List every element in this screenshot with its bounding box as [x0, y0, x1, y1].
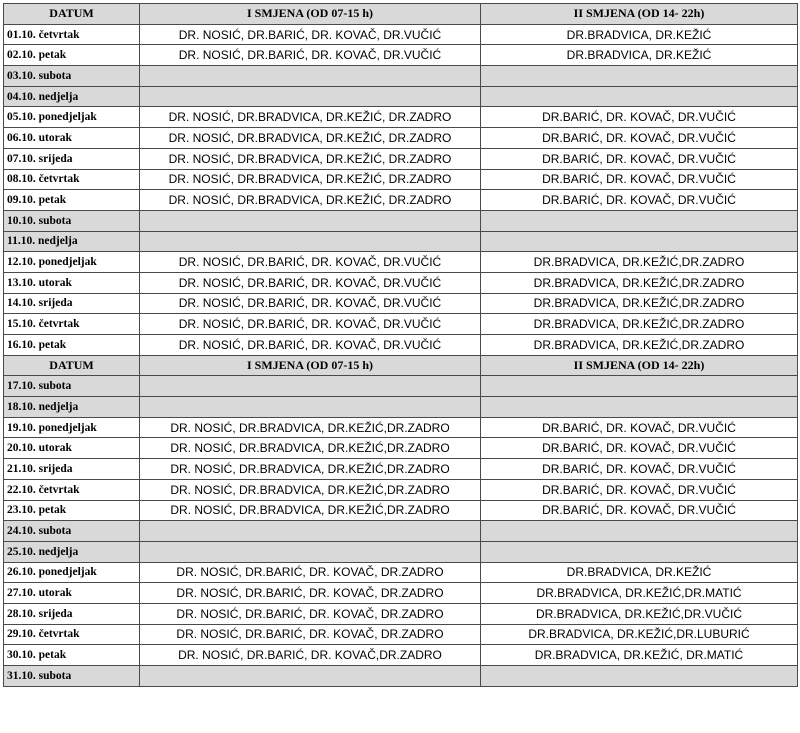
shift1-cell: DR. NOSIĆ, DR.BARIĆ, DR. KOVAČ, DR.VUČIĆ: [140, 252, 481, 273]
table-row: [4, 541, 798, 562]
table-row: [4, 86, 798, 107]
shift2-cell: [481, 66, 798, 87]
date-cell: 03.10. subota: [4, 66, 140, 87]
table-row: [4, 562, 798, 583]
shift1-cell: [140, 86, 481, 107]
date-cell: 22.10. četvrtak: [4, 479, 140, 500]
shift1-cell: [140, 376, 481, 397]
shift2-cell: DR.BARIĆ, DR. KOVAČ, DR.VUČIĆ: [481, 479, 798, 500]
date-cell: 06.10. utorak: [4, 128, 140, 149]
shift2-cell: DR.BRADVICA, DR.KEŽIĆ,DR.MATIĆ: [481, 583, 798, 604]
table-row: [4, 107, 798, 128]
date-cell: 02.10. petak: [4, 45, 140, 66]
shift1-cell: [140, 541, 481, 562]
date-cell: 16.10. petak: [4, 335, 140, 356]
date-cell: 08.10. četvrtak: [4, 169, 140, 190]
table-row: [4, 314, 798, 335]
shift2-cell: DR.BRADVICA, DR.KEŽIĆ: [481, 45, 798, 66]
shift2-cell: DR.BRADVICA, DR.KEŽIĆ, DR.MATIĆ: [481, 645, 798, 666]
shift1-cell: DR. NOSIĆ, DR.BARIĆ, DR. KOVAČ, DR.ZADRO: [140, 562, 481, 583]
table-row: [4, 417, 798, 438]
table-row: [4, 583, 798, 604]
schedule-body: [4, 24, 798, 686]
shift2-cell: DR.BARIĆ, DR. KOVAČ, DR.VUČIĆ: [481, 128, 798, 149]
shift2-cell: [481, 666, 798, 687]
shift2-cell: DR.BRADVICA, DR.KEŽIĆ: [481, 562, 798, 583]
date-cell: 09.10. petak: [4, 190, 140, 211]
shift2-cell: DR.BRADVICA, DR.KEŽIĆ,DR.ZADRO: [481, 335, 798, 356]
shift1-cell: DR. NOSIĆ, DR.BARIĆ, DR. KOVAČ, DR.ZADRO: [140, 583, 481, 604]
shift1-cell: DR. NOSIĆ, DR.BARIĆ, DR. KOVAČ, DR.VUČIĆ: [140, 335, 481, 356]
date-cell: 18.10. nedjelja: [4, 397, 140, 418]
shift2-column-header: II SMJENA (OD 14- 22h): [481, 4, 798, 25]
date-cell: 24.10. subota: [4, 521, 140, 542]
shift2-cell: [481, 397, 798, 418]
shift2-column-header: II SMJENA (OD 14- 22h): [481, 355, 798, 376]
date-cell: 19.10. ponedjeljak: [4, 417, 140, 438]
shift1-cell: DR. NOSIĆ, DR.BRADVICA, DR.KEŽIĆ, DR.ZADRO: [140, 190, 481, 211]
shift1-cell: DR. NOSIĆ, DR.BRADVICA, DR.KEŽIĆ, DR.ZADRO: [140, 169, 481, 190]
shift2-cell: [481, 521, 798, 542]
date-cell: 11.10. nedjelja: [4, 231, 140, 252]
shift1-cell: DR. NOSIĆ, DR.BRADVICA, DR.KEŽIĆ,DR.ZADRO: [140, 459, 481, 480]
table-row: [4, 210, 798, 231]
date-cell: 05.10. ponedjeljak: [4, 107, 140, 128]
shift2-cell: [481, 210, 798, 231]
shift1-cell: DR. NOSIĆ, DR.BARIĆ, DR. KOVAČ,DR.ZADRO: [140, 645, 481, 666]
shift1-cell: DR. NOSIĆ, DR.BRADVICA, DR.KEŽIĆ, DR.ZADRO: [140, 148, 481, 169]
shift2-cell: DR.BRADVICA, DR.KEŽIĆ: [481, 24, 798, 45]
date-cell: 13.10. utorak: [4, 272, 140, 293]
date-cell: 01.10. četvrtak: [4, 24, 140, 45]
date-cell: 10.10. subota: [4, 210, 140, 231]
shift2-cell: DR.BARIĆ, DR. KOVAČ, DR.VUČIĆ: [481, 107, 798, 128]
date-cell: 15.10. četvrtak: [4, 314, 140, 335]
table-row: [4, 169, 798, 190]
table-row: [4, 24, 798, 45]
date-cell: 07.10. srijeda: [4, 148, 140, 169]
shift1-cell: DR. NOSIĆ, DR.BRADVICA, DR.KEŽIĆ, DR.ZADRO: [140, 107, 481, 128]
date-cell: 26.10. ponedjeljak: [4, 562, 140, 583]
shift1-cell: [140, 666, 481, 687]
table-row: [4, 335, 798, 356]
shift2-cell: DR.BRADVICA, DR.KEŽIĆ,DR.ZADRO: [481, 272, 798, 293]
table-row: [4, 603, 798, 624]
table-row: [4, 231, 798, 252]
table-row: [4, 624, 798, 645]
date-column-header: DATUM: [4, 355, 140, 376]
shift1-cell: DR. NOSIĆ, DR.BARIĆ, DR. KOVAČ, DR.ZADRO: [140, 603, 481, 624]
shift1-column-header: I SMJENA (OD 07-15 h): [140, 355, 481, 376]
date-cell: 23.10. petak: [4, 500, 140, 521]
date-cell: 29.10. četvrtak: [4, 624, 140, 645]
table-row: [4, 66, 798, 87]
shift1-cell: [140, 231, 481, 252]
shift2-cell: DR.BARIĆ, DR. KOVAČ, DR.VUČIĆ: [481, 500, 798, 521]
shift1-cell: DR. NOSIĆ, DR.BARIĆ, DR. KOVAČ, DR.VUČIĆ: [140, 293, 481, 314]
table-row: [4, 272, 798, 293]
shift2-cell: [481, 376, 798, 397]
shift2-cell: [481, 86, 798, 107]
shift2-cell: DR.BARIĆ, DR. KOVAČ, DR.VUČIĆ: [481, 148, 798, 169]
shift1-cell: DR. NOSIĆ, DR.BARIĆ, DR. KOVAČ, DR.VUČIĆ: [140, 314, 481, 335]
shift1-cell: DR. NOSIĆ, DR.BRADVICA, DR.KEŽIĆ, DR.ZADRO: [140, 128, 481, 149]
shift2-cell: DR.BRADVICA, DR.KEŽIĆ,DR.ZADRO: [481, 314, 798, 335]
shift1-cell: [140, 397, 481, 418]
table-row: [4, 293, 798, 314]
table-row: [4, 459, 798, 480]
shift2-cell: DR.BARIĆ, DR. KOVAČ, DR.VUČIĆ: [481, 417, 798, 438]
shift-schedule-table: [3, 3, 798, 687]
shift2-cell: DR.BARIĆ, DR. KOVAČ, DR.VUČIĆ: [481, 459, 798, 480]
shift1-cell: DR. NOSIĆ, DR.BRADVICA, DR.KEŽIĆ,DR.ZADRO: [140, 500, 481, 521]
date-cell: 27.10. utorak: [4, 583, 140, 604]
table-row: [4, 190, 798, 211]
table-row: [4, 438, 798, 459]
table-row: [4, 376, 798, 397]
table-row: [4, 397, 798, 418]
date-cell: 21.10. srijeda: [4, 459, 140, 480]
table-header-row-repeat: [4, 355, 798, 376]
date-cell: 31.10. subota: [4, 666, 140, 687]
shift2-cell: DR.BRADVICA, DR.KEŽIĆ,DR.ZADRO: [481, 252, 798, 273]
shift1-cell: [140, 66, 481, 87]
table-row: [4, 645, 798, 666]
shift2-cell: DR.BARIĆ, DR. KOVAČ, DR.VUČIĆ: [481, 438, 798, 459]
date-cell: 04.10. nedjelja: [4, 86, 140, 107]
date-cell: 28.10. srijeda: [4, 603, 140, 624]
table-row: [4, 500, 798, 521]
table-row: [4, 128, 798, 149]
shift1-cell: [140, 210, 481, 231]
table-row: [4, 148, 798, 169]
shift1-column-header: I SMJENA (OD 07-15 h): [140, 4, 481, 25]
date-cell: 20.10. utorak: [4, 438, 140, 459]
shift1-cell: DR. NOSIĆ, DR.BARIĆ, DR. KOVAČ, DR.VUČIĆ: [140, 272, 481, 293]
shift1-cell: DR. NOSIĆ, DR.BARIĆ, DR. KOVAČ, DR.VUČIĆ: [140, 24, 481, 45]
table-row: [4, 666, 798, 687]
table-row: [4, 45, 798, 66]
shift1-cell: DR. NOSIĆ, DR.BRADVICA, DR.KEŽIĆ,DR.ZADRO: [140, 438, 481, 459]
shift1-cell: [140, 521, 481, 542]
shift2-cell: DR.BARIĆ, DR. KOVAČ, DR.VUČIĆ: [481, 169, 798, 190]
date-cell: 25.10. nedjelja: [4, 541, 140, 562]
date-cell: 17.10. subota: [4, 376, 140, 397]
date-column-header: DATUM: [4, 4, 140, 25]
shift2-cell: DR.BRADVICA, DR.KEŽIĆ,DR.VUČIĆ: [481, 603, 798, 624]
date-cell: 30.10. petak: [4, 645, 140, 666]
shift2-cell: [481, 231, 798, 252]
date-cell: 12.10. ponedjeljak: [4, 252, 140, 273]
shift2-cell: DR.BRADVICA, DR.KEŽIĆ,DR.ZADRO: [481, 293, 798, 314]
shift1-cell: DR. NOSIĆ, DR.BARIĆ, DR. KOVAČ, DR.VUČIĆ: [140, 45, 481, 66]
shift1-cell: DR. NOSIĆ, DR.BARIĆ, DR. KOVAČ, DR.ZADRO: [140, 624, 481, 645]
shift2-cell: DR.BRADVICA, DR.KEŽIĆ,DR.LUBURIĆ: [481, 624, 798, 645]
table-row: [4, 479, 798, 500]
shift1-cell: DR. NOSIĆ, DR.BRADVICA, DR.KEŽIĆ,DR.ZADRO: [140, 479, 481, 500]
table-row: [4, 521, 798, 542]
date-cell: 14.10. srijeda: [4, 293, 140, 314]
shift1-cell: DR. NOSIĆ, DR.BRADVICA, DR.KEŽIĆ,DR.ZADRO: [140, 417, 481, 438]
shift2-cell: [481, 541, 798, 562]
table-header-row: [4, 4, 798, 25]
shift2-cell: DR.BARIĆ, DR. KOVAČ, DR.VUČIĆ: [481, 190, 798, 211]
table-row: [4, 252, 798, 273]
